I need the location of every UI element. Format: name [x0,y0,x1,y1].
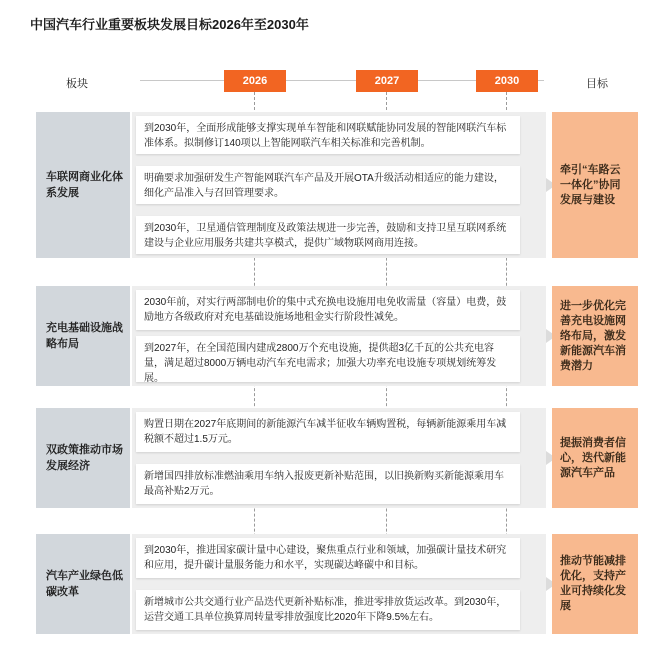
policy-card: 新增城市公共交通行业产品迭代更新补贴标准，推进零排放货运改革。到2030年，运营交通工具单位换算周转量零排放强度比2020年下降9.5%左右。 [136,590,520,630]
year-2026-marker: 2026 [224,70,286,92]
goal-green-lowcarbon: 推动节能减排优化，支持产业可持续化发展 [552,534,638,634]
goal-telematics: 牵引“车路云一体化”协同发展与建设 [552,112,638,258]
policy-card: 明确要求加强研发生产智能网联汽车产品及开展OTA升级活动相适应的能力建设，细化产品准入与召回管理要求。 [136,166,520,204]
policy-card: 到2030年，推进国家碳计量中心建设，聚焦重点行业和领域，加强碳计量技术研究和应用，提升碳计量服务能力和水平，实现碳达峰碳中和目标。 [136,538,520,578]
policy-card: 到2030年，全面形成能够支撑实现单车智能和网联赋能协同发展的智能网联汽车标准体系。拟制修订140项以上智能网联汽车相关标准和完善机制。 [136,116,520,154]
policy-card: 到2030年，卫星通信管理制度及政策法规进一步完善，鼓励和支持卫星互联网系统建设与企业应用服务共建共享模式，提供广域物联网商用连接。 [136,216,520,254]
goal-header: 目标 [586,78,608,90]
sector-charging: 充电基础设施战略布局 [36,286,130,386]
policy-card: 新增国四排放标准燃油乘用车纳入报废更新补贴范围，以旧换新购买新能源乘用车最高补贴2万元。 [136,464,520,504]
year-2027-marker: 2027 [356,70,418,92]
page-title: 中国汽车行业重要板块发展目标2026年至2030年 [30,17,309,32]
goal-dual-policy: 提振消费者信心，迭代新能源汽车产品 [552,408,638,508]
sector-green-lowcarbon: 汽车产业绿色低碳改革 [36,534,130,634]
sector-dual-policy: 双政策推动市场发展经济 [36,408,130,508]
sector-header: 板块 [66,78,88,90]
policy-card: 到2027年，在全国范围内建成2800万个充电设施，提供超3亿千瓦的公共充电容量，满足超过8000万辆电动汽车充电需求；加强大功率充电设施专项规划统筹发展。 [136,336,520,382]
policy-card: 2030年前，对实行两部制电价的集中式充换电设施用电免收需量（容量）电费，鼓励地方各级政府对充电基础设施场地租金实行阶段性减免。 [136,290,520,330]
policy-card: 购置日期在2027年底期间的新能源汽车减半征收车辆购置税，每辆新能源乘用车减税额不超过1.5万元。 [136,412,520,452]
goal-charging: 进一步优化完善充电设施网络布局，激发新能源汽车消费潜力 [552,286,638,386]
sector-telematics: 车联网商业化体系发展 [36,112,130,258]
year-2030-marker: 2030 [476,70,538,92]
